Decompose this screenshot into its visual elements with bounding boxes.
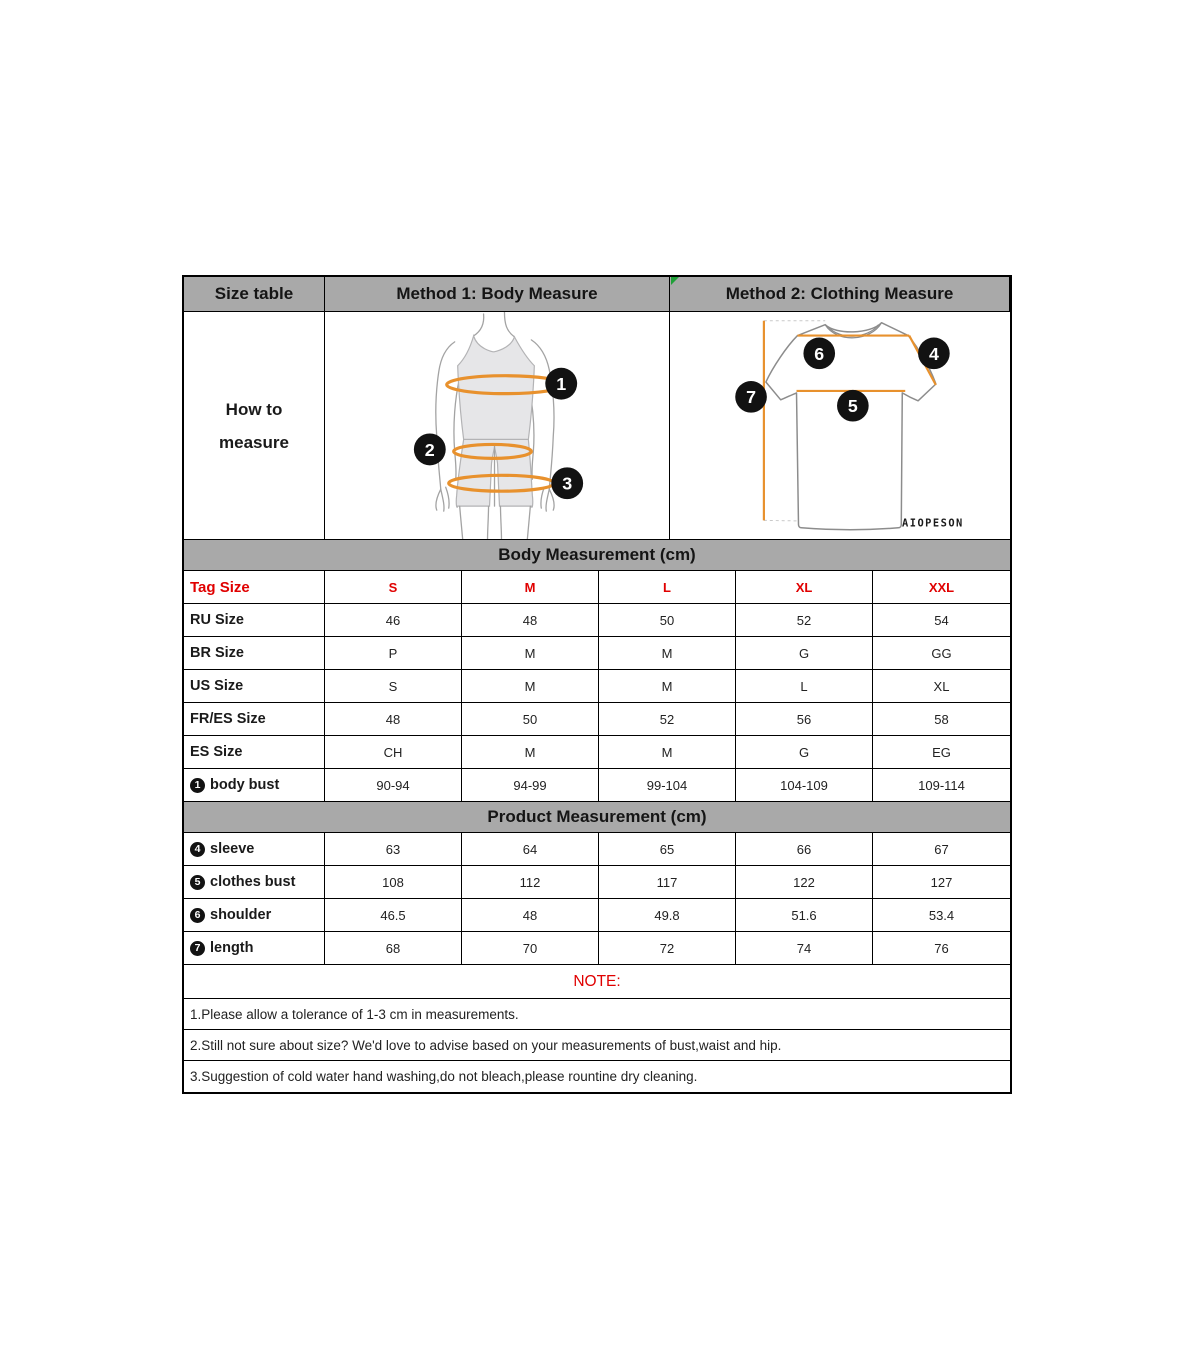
cell-value: 66 [736, 833, 873, 865]
cell-value: CH [325, 736, 462, 768]
cell-value: M [599, 670, 736, 702]
note-item-3: 3.Suggestion of cold water hand washing,do not bleach,please rountine dry cleaning. [190, 1069, 698, 1084]
cell-value: 48 [462, 604, 599, 636]
cell-value: 54 [934, 612, 949, 628]
cell-value: G [736, 637, 873, 669]
how-to-measure-row [184, 312, 1010, 540]
table-row-fres-size [184, 703, 1010, 736]
table-row-ru-size [184, 604, 1010, 637]
cell-value: L [736, 670, 873, 702]
note-title: NOTE: [184, 965, 1010, 999]
clothing-measure-illustration [670, 312, 1010, 539]
cell-value: 68 [325, 932, 462, 964]
cell-value: 50 [462, 703, 599, 735]
body-measurement-title: Body Measurement (cm) [184, 540, 1010, 571]
table-row-br-size [184, 637, 1010, 670]
cell-value: M [599, 736, 736, 768]
row-label: FR/ES Size [184, 703, 325, 735]
cell-value: 76 [934, 940, 949, 956]
table-row-sleeve [184, 833, 1010, 866]
cell-value: 52 [736, 604, 873, 636]
tag-size-label: Tag Size [184, 571, 325, 603]
row-label: BR Size [184, 637, 325, 669]
row-label [184, 932, 325, 964]
cell-value: 112 [462, 866, 599, 898]
badge-7-icon: 7 [190, 941, 205, 956]
cell-value: 48 [462, 899, 599, 931]
row-label [184, 769, 325, 801]
cell-value: 49.8 [599, 899, 736, 931]
cell-value: 64 [462, 833, 599, 865]
cell-value: 70 [462, 932, 599, 964]
body-figure-icon [325, 312, 669, 539]
table-row-us-size [184, 670, 1010, 703]
badge-4-icon: 4 [190, 842, 205, 857]
cell-value: 63 [325, 833, 462, 865]
note-item-1: 1.Please allow a tolerance of 1-3 cm in measurements. [184, 999, 1010, 1030]
cell-value: XL [933, 678, 950, 694]
cell-value: 122 [736, 866, 873, 898]
header-size-table: Size table [184, 277, 325, 311]
body-measure-illustration [325, 312, 670, 539]
svg-text:7: 7 [746, 387, 756, 408]
table-row-shoulder [184, 899, 1010, 932]
svg-text:1: 1 [556, 374, 567, 395]
green-corner-flag-icon [671, 277, 679, 285]
row-label-text: sleeve [210, 841, 255, 857]
cell-value: 127 [930, 874, 953, 890]
size-col-m: M [462, 571, 599, 603]
cell-value: 74 [736, 932, 873, 964]
marker-5-clothes-bust [837, 390, 869, 422]
cell-value: P [325, 637, 462, 669]
row-label-text: clothes bust [210, 874, 296, 890]
row-label: ES Size [184, 736, 325, 768]
brand-text: AIOPESON [902, 517, 964, 530]
cell-value: 108 [325, 866, 462, 898]
badge-6-icon: 6 [190, 908, 205, 923]
table-row-es-size [184, 736, 1010, 769]
cell-value: 51.6 [736, 899, 873, 931]
cell-value: 46 [325, 604, 462, 636]
cell-value: 50 [599, 604, 736, 636]
size-col-l: L [599, 571, 736, 603]
cell-value: 52 [599, 703, 736, 735]
cell-value: 65 [599, 833, 736, 865]
marker-7-length [735, 381, 767, 413]
table-row-length [184, 932, 1010, 965]
cell-value: EG [932, 744, 951, 760]
badge-5-icon: 5 [190, 875, 205, 890]
cell-value: 109-114 [918, 777, 965, 793]
cell-value: 56 [736, 703, 873, 735]
row-label [184, 866, 325, 898]
cell-value: S [325, 670, 462, 702]
cell-value: M [462, 670, 599, 702]
table-row-clothes-bust [184, 866, 1010, 899]
badge-1-icon: 1 [190, 778, 205, 793]
how-to-measure-label [184, 312, 325, 539]
cell-value: 72 [599, 932, 736, 964]
row-label [184, 899, 325, 931]
marker-1-bust [545, 368, 577, 400]
cell-value: 104-109 [736, 769, 873, 801]
tag-size-row [184, 571, 1010, 604]
cell-value: 117 [599, 866, 736, 898]
cell-value: GG [931, 645, 952, 661]
cell-value: 48 [325, 703, 462, 735]
svg-text:3: 3 [562, 473, 573, 494]
header-method1: Method 1: Body Measure [325, 277, 670, 311]
cell-value: 94-99 [462, 769, 599, 801]
row-label-text: shoulder [210, 907, 272, 923]
cell-value: 46.5 [325, 899, 462, 931]
row-label [184, 833, 325, 865]
table-header-row [184, 277, 1010, 312]
how-to-measure-line1: How to [225, 399, 283, 419]
cell-value: M [599, 637, 736, 669]
cell-value: G [736, 736, 873, 768]
row-label: US Size [184, 670, 325, 702]
marker-2-waist [414, 433, 446, 465]
marker-3-hip [551, 467, 583, 499]
size-col-xxl: XXL [928, 579, 955, 595]
svg-text:4: 4 [928, 343, 939, 364]
size-col-s: S [325, 571, 462, 603]
note-item-2: 2.Still not sure about size? We'd love to advise based on your measurements of bust,waist and hip. [184, 1030, 1010, 1061]
size-col-xl: XL [736, 571, 873, 603]
cell-value: 67 [934, 841, 949, 857]
svg-text:5: 5 [847, 396, 858, 417]
row-label-text: body bust [210, 777, 280, 793]
product-measurement-title: Product Measurement (cm) [184, 802, 1010, 833]
size-chart-table [182, 275, 1012, 1094]
how-to-measure-line2: measure [219, 432, 289, 452]
cell-value: 99-104 [599, 769, 736, 801]
cell-value: M [462, 637, 599, 669]
table-row-body-bust [184, 769, 1010, 802]
row-label: RU Size [184, 604, 325, 636]
cell-value: M [462, 736, 599, 768]
cell-value: 90-94 [325, 769, 462, 801]
svg-text:2: 2 [424, 439, 435, 460]
header-method2: Method 2: Clothing Measure [670, 277, 1010, 311]
svg-text:6: 6 [814, 343, 825, 364]
marker-4-sleeve [918, 338, 950, 370]
cell-value: 58 [934, 711, 949, 727]
cell-value: 53.4 [928, 907, 955, 923]
tshirt-figure-icon [670, 312, 1010, 539]
marker-6-shoulder [803, 338, 835, 370]
row-label-text: length [210, 940, 254, 956]
